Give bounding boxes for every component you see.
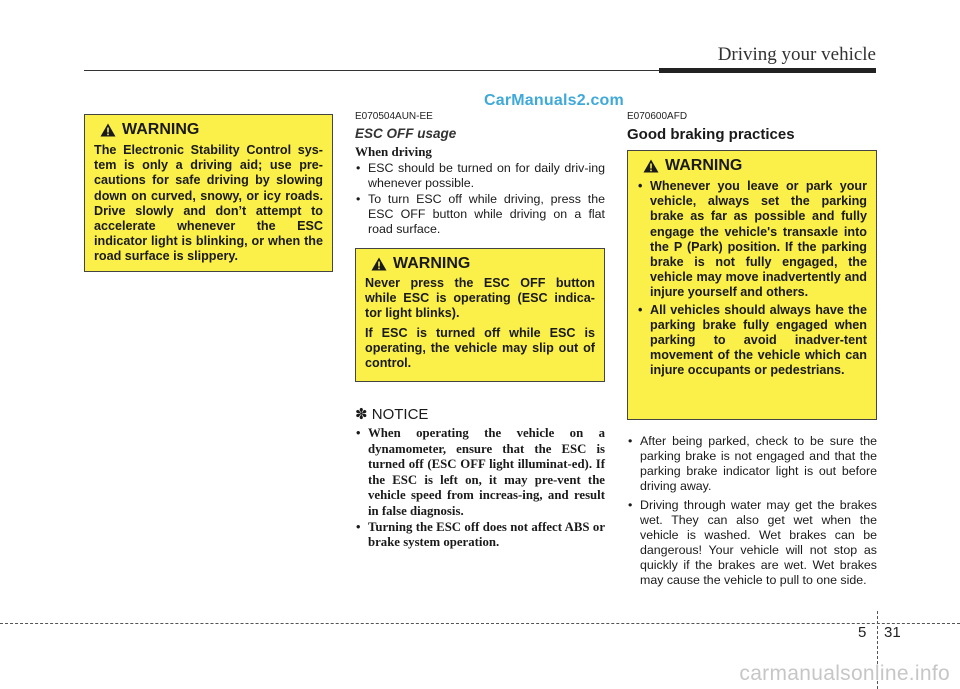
section-code: E070600AFD [627,111,688,122]
esc-usage-list [355,161,605,237]
list-item: • All vehicles should always have the parking brake fully engaged when parking to avoid inadver-tent movement of the vehicle which can injure occupants or pedestrians. [637,303,867,379]
warning-triangle-icon [371,257,387,271]
watermark-bottom: carmanualsonline.info [739,662,950,685]
warning-text: The Electronic Stability Control sys-tem is only a driving aid; use pre-cautions for safe driving by slowing down on curved, snowy, or icy roads. Drive slowly and don’t attempt to accelerate whenever the ESC indicator light is blinking, or when the road surface is slippery. [94,143,323,264]
chapter-number: 5 [858,624,867,641]
middle-warning-box [355,248,605,382]
list-item: • Whenever you leave or park your vehicle, always set the parking brake as far as possible and fully engage the vehicle's transaxle into the P (Park) position. If the parking brake is not fully engaged, the vehicle may move inadvertently and injure yourself and others. [637,179,867,301]
notice-list [355,426,605,551]
warning-text: If ESC is turned off while ESC is operating, the vehicle may slip out of control. [365,325,595,371]
section-subtitle: ESC OFF usage [355,126,457,141]
list-item: • After being parked, check to be sure the parking brake is not engaged and that the parking brake indicator light is out before driving away. [627,434,877,494]
middle-column [355,111,605,238]
page-header-title: Driving your vehicle [717,44,876,65]
warning-title: WARNING [122,121,200,138]
footer-rule [0,623,960,625]
header-rule [84,68,876,73]
warning-triangle-icon [100,123,116,137]
list-item: • ESC should be turned on for daily driv-ing whenever possible. [355,161,605,191]
warning-title: WARNING [393,255,471,272]
list-item: • To turn ESC off while driving, press the ESC OFF button while driving on a flat road surface. [355,192,605,237]
section-title: Good braking practices [627,126,795,143]
section-code: E070504AUN-EE [355,111,433,122]
page-number: 31 [884,624,901,641]
braking-tips [627,434,877,589]
list-item: • Turning the ESC off does not affect ABS or brake system operation. [355,520,605,551]
warning-title: WARNING [665,157,743,174]
header-rule-thick [659,68,876,73]
right-warning-box [627,150,877,420]
warning-header [643,157,867,175]
notice-title: ✽ NOTICE [355,406,429,423]
header-rule-thin [84,70,664,71]
warning-list [637,179,867,379]
list-item: • When operating the vehicle on a dynamometer, ensure that the ESC is turned off (ESC OFF light illuminat-ed). If the ESC is left on, it may pre-vent the vehicle speed from increas-ing, and result in false diagnosis. [355,426,605,520]
warning-header [100,121,323,139]
warning-text: Never press the ESC OFF button while ESC is operating (ESC indica-tor light blinks). [365,276,595,321]
warning-triangle-icon [643,159,659,173]
watermark-top: CarManuals2.com [484,92,624,109]
left-warning-box [84,114,333,272]
braking-tips-list [627,434,877,588]
when-driving-heading: When driving [355,144,432,159]
notice-section [355,405,605,551]
warning-header [371,255,595,273]
list-item: • Driving through water may get the brakes wet. They can also get wet when the vehicle is washed. Wet brakes can be dangerous! Your vehicle will not stop as quickly if the brakes are wet. Wet brakes may cause the vehicle to pull to one side. [627,498,877,588]
right-column-header [627,111,877,143]
